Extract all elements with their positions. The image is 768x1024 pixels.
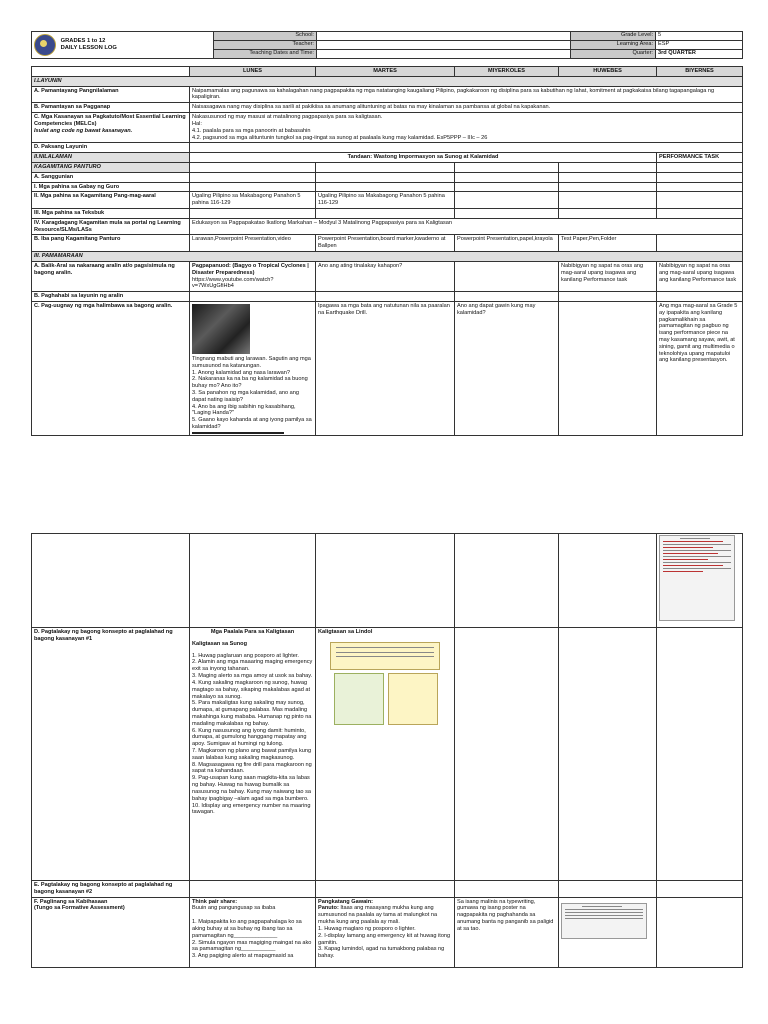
header-table [31, 31, 743, 59]
portal-label: IV. Karagdagang Kagamitan mula sa portal ng Learning Resource/SLMs/LASs [32, 218, 190, 235]
balik-label: A. Balik-Aral sa nakaraang aralin at/o pagsisimula ng bagong aralin. [32, 261, 190, 291]
worksheet-thumbnail [559, 897, 657, 967]
f-label: F. Paglinang sa Kabihasaan (Tungo sa Formative Assessment) [32, 897, 190, 967]
quarter-label: Quarter: [571, 50, 656, 59]
school-label: School: [214, 32, 317, 41]
day-headers [32, 67, 743, 77]
balik-martes: Ano ang ating tinalakay kahapon? [316, 261, 455, 291]
section-kagamitan: KAGAMITANG PANTURO [32, 162, 190, 172]
iba-label: B. Iba pang Kagamitang Panturo [32, 235, 190, 252]
lesson-log-page-2 [31, 533, 742, 968]
deped-seal-icon [34, 34, 56, 56]
portal-text: Edukasyon sa Pagpapakatao Ikatlong Markahan – Modyul 3 Matalinong Pagpapasiya para sa Kaligtasan [190, 218, 743, 235]
calamity-photo [192, 304, 250, 354]
e-label: E. Pagtalakay ng bagong konsepto at paglalahad ng bagong kasanayan #2 [32, 881, 190, 898]
day-huwebes: HUWEBES [559, 67, 657, 77]
row-c-text: Nakasusunod ng may masusi at matalinong pagpapasiya para sa kaligtasan. Hal: 4.1. paalala para sa mga panoorin at babasahin 4.2. pagsunod sa mga alituntunin tungkol sa pag-iingat sa sunog at paalaala kung may kalamidad. EsP5PPP – IIIc – 26 [190, 113, 743, 143]
earthquake-card-header [330, 642, 440, 670]
earthquake-card-right [388, 673, 438, 725]
day-biyernes: BIYERNES [657, 67, 743, 77]
iba-huwebes: Test Paper,Pen,Folder [559, 235, 657, 252]
quarter-field[interactable]: 3rd QUARTER [656, 50, 743, 59]
day-martes: MARTES [316, 67, 455, 77]
pahina-lunes: Ugaling Pilipino sa Makabagong Panahon 5 pahina 116-129 [190, 192, 316, 209]
f-martes: Pangkatang Gawain: Panuto: Itaas ang masayang mukha kung ang sumusunod na paalala ay tama at malungkot na mukha kung ang paalala ay mali. 1. Huwag maglaro ng posporo o lighter. 2. I-display lamang ang emergency kit at huwag itong gamitin. 3. Kapag lumindol, agad na tumakbong palabas ng bahay. [316, 897, 455, 967]
paghahabi-label: B. Paghahabi sa layunin ng aralin [32, 292, 190, 302]
gabay-label: I. Mga pahina sa Gabay ng Guro [32, 182, 190, 192]
section-pamamaraan: III. PAMAMARAAN [32, 252, 743, 262]
title-line-2: DAILY LESSON LOG [60, 45, 117, 51]
row-d-label: D. Paksang Layunin [32, 143, 190, 153]
day-miyerkoles: MIYERKOLES [455, 67, 559, 77]
pag-uugnay-miyerkoles: Ano ang dapat gawin kung may kalamidad? [455, 301, 559, 435]
pahina-martes: Ugaling Pilipino sa Makabagong Panahon 5 pahina 116-129 [316, 192, 455, 209]
grade-label: Grade Level: [571, 32, 656, 41]
iba-martes: Powerpoint Presentation,board marker,kwaderno at Ballpen [316, 235, 455, 252]
pahina-label: II. Mga pahina sa Kagamitang Pang-mag-aaral [32, 192, 190, 209]
earthquake-card-left [334, 673, 384, 725]
f-miyerkoles: Sa isang malinis na typewriting, gumawa ng isang poster na nagpapakita ng paghahanda sa anumang banta ng panganib sa paligid at sa tao. [455, 897, 559, 967]
row-c-label: C. Mga Kasanayan sa Pagkatuto/Most Essential Learning Competencies (MELCs) Isulat ang code ng bawat kasanayan. [32, 113, 190, 143]
f-lunes: Think pair share: Buuin ang pangungusap sa ibaba 1. Maipapakita ko ang pagpapahalaga ko sa aking buhay at sa buhay ng ibang tao sa pamamagitan ng______________ 2. Simula ngayon mas magiging maingat na ako sa pamamagitan ng___________ 3. Ang pagiging alerto at mapagmasid sa [190, 897, 316, 967]
teacher-label: Teacher: [214, 41, 317, 50]
deped-header [32, 32, 214, 59]
row-b-text: Naisasagawa nang may disiplina sa sarili at pakikiisa sa anumang alituntuning at batas na may kinalaman sa pambansa at global na kapakanan. [190, 103, 743, 113]
d2-label: D. Pagtalakay ng bagong konsepto at paglalahad ng bagong kasanayan #1 [32, 628, 190, 881]
dates-field[interactable] [317, 50, 571, 59]
performance-task-label: PERFORMANCE TASK [657, 153, 743, 163]
section-nilalaman: II.NILALAMAN [32, 153, 190, 163]
day-lunes: LUNES [190, 67, 316, 77]
dates-label: Teaching Dates and Time: [214, 50, 317, 59]
pag-uugnay-biyernes: Ang mga mag-aaral sa Grade 5 ay ipapakita ang kanilang pagkamalikhain sa pamamagitan ng pagbuo ng isang performance piece na may kasamang sayaw, awit, at sining, gamit ang multimedia o teknolohiya upang mapatuloi ang kanilang presentasyon. [657, 301, 743, 435]
pag-uugnay-label: C. Pag-uugnay ng mga halimbawa sa bagong aralin. [32, 301, 190, 435]
pag-uugnay-martes: Ipagawa sa mga bata ang natutunan nila sa paaralan na Earthquake Drill. [316, 301, 455, 435]
lesson-log-page-1 [31, 31, 742, 436]
teksbuk-label: III. Mga pahina sa Teksbuk [32, 209, 190, 219]
iba-miyerkoles: Powerpoint Presentation,papel,krayola [455, 235, 559, 252]
row-b-label: B. Pamantayan sa Pagganap [32, 103, 190, 113]
area-field[interactable]: ESP [656, 41, 743, 50]
title-line-1: GRADES 1 to 12 [60, 37, 106, 44]
row-a-text: Naipamamalas ang pagunawa sa kahalagahan nang pagpapakita ng mga natatanging kaugaliang Pilipino, pagkakaroon ng disiplina para sa kabutihan ng lahat, komitment at pagkakaisa bilang tagapangalaga ng kapaligiran. [190, 86, 743, 103]
balik-biyernes: Nabibigyan ng sapat na oras ang mag-aaral upang isagawa ang kanilang Performance task [657, 261, 743, 291]
balik-huwebes: Nabibigyan ng sapat na oras ang mag-aaral upang isagawa ang kanilang Performance task [559, 261, 657, 291]
lesson-table [31, 66, 743, 436]
sanggunian-label: A. Sanggunian [32, 172, 190, 182]
balik-lunes: Pagpapanuod: (Bagyo o Tropical Cyclones | Disaster Preparedness) https://www.youtube.com/watch?v=7WxUgGfiHb4 [190, 261, 316, 291]
nilalaman-text: Tandaan: Wastong Impormasyon sa Sunog at Kalamidad [190, 153, 657, 163]
d2-martes: Kaligtasan sa Lindol [316, 628, 455, 881]
teacher-field[interactable] [317, 41, 571, 50]
iba-lunes: Larawan,Powerpoint Presentation,video [190, 235, 316, 252]
school-field[interactable] [317, 32, 571, 41]
video-link[interactable]: https://www.youtube.com/watch?v=7WxUgGfiHb4 [192, 276, 274, 290]
area-label: Learning Area: [571, 41, 656, 50]
performance-rubric-thumbnail [657, 534, 743, 628]
lesson-table-continued [31, 533, 743, 968]
d2-lunes: Mga Paalala Para sa Kaligtasan Kaligtasan sa Sunog 1. Huwag paglaruan ang posporo at lighter. 2. Alamin ang mga maaaring maging emergency exit sa inyong tahanan. 3. Maging alerto sa mga amoy at usok sa bahay. 4. Kung sakaling magkaroon ng sunog, huwag magtago sa bahay, sikaping makalabas agad at makalayo sa sunog. 5. Para makaligtas kung sakaling may sunog, dumapa, at gumapang palabas. Mas madaling makahinga kung mababa. Humanap ng pinto na madaling makalabas ng bahay. 6. Kung nasusunog ang iyong damit: huminto, dumapa, at gumulong hanggang mapatay ang apoy. Sumigaw at humingi ng tulong. 7. Magkaroon ng plano ang bawat pamilya kung saan lalabas kung sakaling magkasunog. 8. Magsasagawa ng fire drill para magkaroon ng sapat na kahandaan. 9. Pag-usapan kung saan magkita-kita sa labas ng bahay. Huwag na huwag bumalik sa nasusunog na bahay. Kung may naiwang tao sa bahay ipagbigay –alam agad sa mga bumbero. 10. Idisplay ang emergency number na maaring tawagan. [190, 628, 316, 881]
grade-field[interactable]: 5 [656, 32, 743, 41]
row-a-label: A. Pamantayang Pangnilalaman [32, 86, 190, 103]
section-layunin: I.LAYUNIN [32, 76, 743, 86]
pag-uugnay-lunes: Tingnang mabuti ang larawan. Sagutin ang mga sumusunod na katanungan. 1. Anong kalamidad ang nasa larawan? 2. Nakaranas ka na ba ng kalamidad sa buong buhay mo? Ano ito? 3. Sa panahon ng mga kalamidad, ano ang dapat nating isaisip? 4. Ano ba ang ibig sabihin ng kasabihang, "Laging Handa?" 5. Gaano kayo kahanda at ang iyong pamilya sa kalamidad? [190, 301, 316, 435]
